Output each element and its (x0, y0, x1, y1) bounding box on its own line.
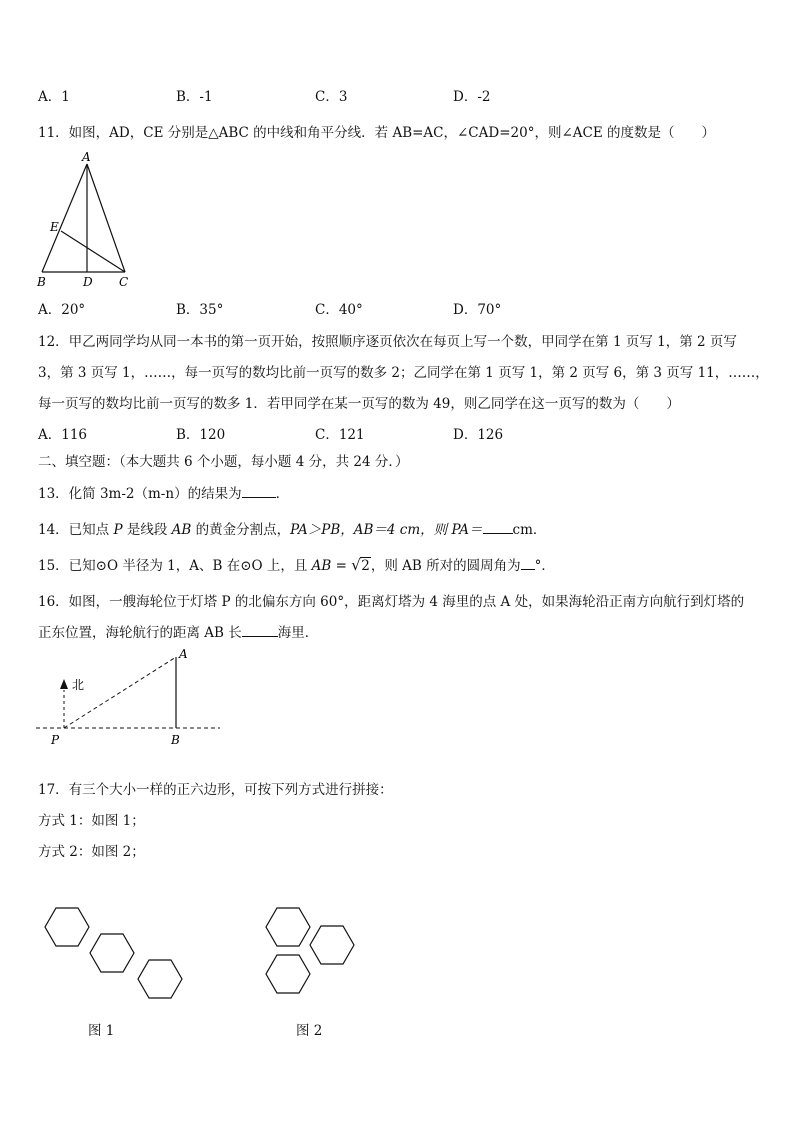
q15-equation: AB = (311, 558, 352, 574)
q12-line-3: 每一页写的数均比前一页写的数多 1．若甲同学在某一页写的数为 49，则乙同学在这一页写的数为（ ） (38, 396, 680, 412)
q12-line-1: 12．甲乙两同学均从同一本书的第一页开始，按照顺序逐页依次在每页上写一个数，甲同学在第 1 页写 1，第 2 页写 (38, 334, 737, 350)
q15-stem: 15．已知⊙O 半径为 1，A、B 在⊙O 上，且 (38, 558, 312, 574)
q12-option-b: B．120 (176, 427, 226, 443)
q13-end: ． (275, 486, 290, 502)
q17-stem: 17．有三个大小一样的正六边形，可按下列方式进行拼接： (38, 782, 393, 798)
q14-stem-mid2: 的黄金分割点， (191, 522, 291, 538)
q14-condition: PA＞PB，AB＝4 cm，则 PA＝ (290, 522, 483, 538)
q16-label-b: B (171, 733, 180, 747)
q11-label-d: D (83, 275, 93, 289)
q11-label-a: A (82, 150, 91, 164)
q12-option-c: C．121 (315, 427, 365, 443)
q16-answer-blank (242, 623, 278, 637)
q17-way-2: 方式 2：如图 2； (38, 844, 145, 860)
q11-label-b: B (37, 275, 46, 289)
q13-text (38, 484, 289, 503)
q17-figure-2-hexagons (255, 898, 370, 1013)
q10-option-b: B．-1 (176, 89, 213, 105)
q11-label-c: C (119, 275, 129, 289)
q16-label-p: P (51, 733, 60, 747)
q10-option-c: C．3 (315, 89, 348, 105)
q13-stem: 13．化简 3m-2（m-n）的结果为 (38, 486, 242, 502)
q11-triangle-figure (34, 148, 144, 290)
q11-label-e: E (50, 220, 59, 234)
q16-lighthouse-figure (34, 645, 224, 750)
q16-label-a: A (179, 647, 188, 661)
q17-figure-1-hexagons (36, 900, 186, 1010)
q16-line-2 (38, 623, 318, 642)
q14-unit: cm． (512, 522, 547, 538)
q12-line-2: 3，第 3 页写 1，……，每一页写的数均比前一页写的数多 2；乙同学在第 1 页写 1，第 2 页写 6，第 3 页写 11，……， (38, 365, 769, 381)
q16-north-label: 北 (72, 678, 85, 692)
q16-stem: 正东位置，海轮航行的距离 AB 长 (38, 625, 242, 641)
q14-stem-start: 14．已知点 (38, 522, 114, 538)
q11-option-c: C．40° (315, 302, 363, 318)
q15-text (38, 556, 555, 575)
q15-stem-mid: ，则 AB 所对的圆周角为 (370, 558, 521, 574)
q13-answer-blank (242, 484, 276, 498)
q11-stem: 11．如图，AD，CE 分别是△ABC 的中线和角平分线．若 AB=AC，∠CAD=20°，则∠ACE 的度数是（ ） (38, 125, 715, 141)
q14-stem-mid: 是线段 (122, 522, 172, 538)
section-2-heading: 二、填空题：（本大题共 6 个小题，每小题 4 分，共 24 分．） (38, 454, 409, 470)
q10-option-a: A．1 (38, 89, 70, 105)
q16-line-1: 16．如图，一艘海轮位于灯塔 P 的北偏东方向 60°，距离灯塔为 4 海里的点 A 处，如果海轮沿正南方向航行到灯塔的 (38, 594, 745, 610)
q11-option-a: A．20° (38, 302, 86, 318)
q15-answer-blank (521, 556, 535, 570)
q14-point-p: P (113, 522, 123, 538)
q10-option-d: D．-2 (453, 89, 491, 105)
q12-option-d: D．126 (453, 427, 504, 443)
q11-option-b: B．35° (176, 302, 224, 318)
q12-option-a: A．116 (38, 427, 88, 443)
q15-sqrt: √ 2 (351, 556, 370, 574)
q14-answer-blank (483, 520, 513, 534)
q14-text (38, 520, 546, 539)
q17-figure-1-caption: 图 1 (88, 1023, 115, 1039)
q15-sqrt-value: 2 (361, 558, 370, 574)
q14-segment-ab: AB (171, 522, 192, 538)
north-arrow-icon (60, 679, 68, 689)
q17-way-1: 方式 1：如图 1； (38, 813, 145, 829)
q17-figure-2-caption: 图 2 (296, 1023, 323, 1039)
q11-option-d: D．70° (453, 302, 502, 318)
q15-unit: °． (534, 558, 555, 574)
q16-unit: 海里． (277, 625, 319, 641)
